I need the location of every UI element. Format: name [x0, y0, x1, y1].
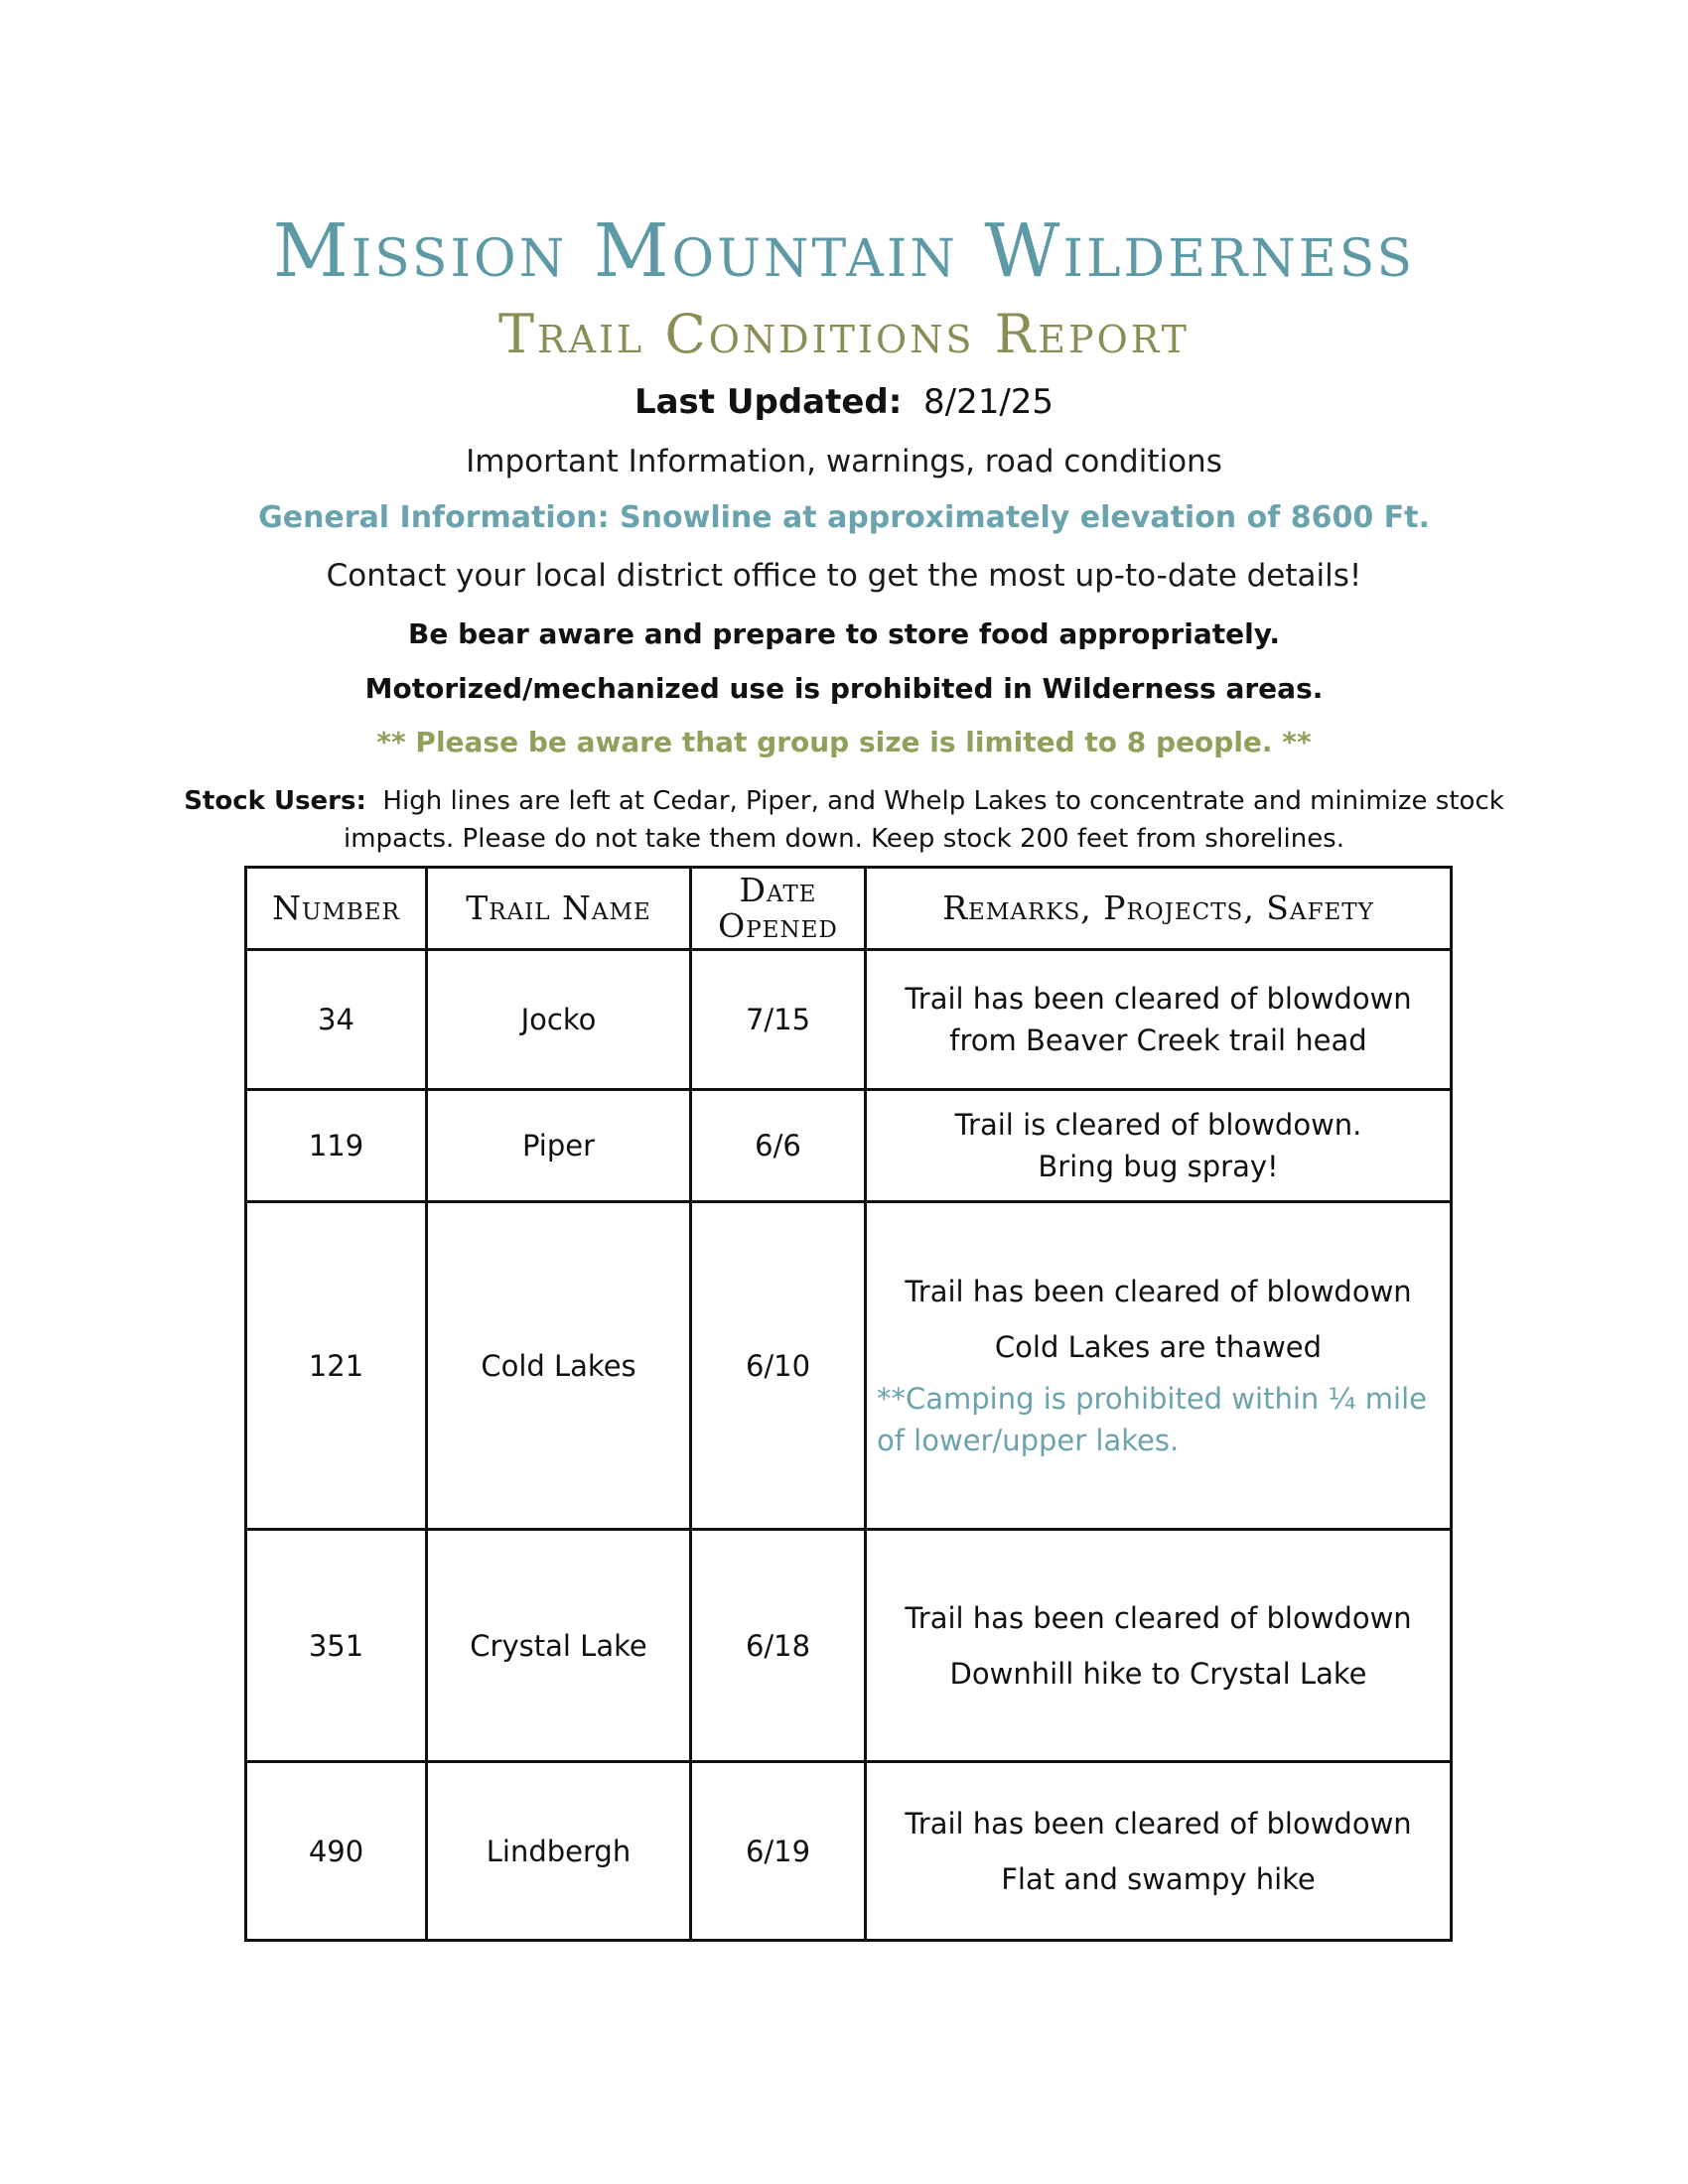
last-updated-label: Last Updated:	[633, 382, 903, 422]
trail-number: 351	[246, 1530, 427, 1762]
trail-name: Cold Lakes	[427, 1202, 691, 1530]
remark-line: Trail is cleared of blowdown.	[954, 1108, 1362, 1142]
trail-number: 34	[246, 950, 427, 1090]
group-size-notice: ** Please be aware that group size is limited to 8 people. **	[376, 726, 1312, 758]
trail-remarks	[866, 1090, 1452, 1202]
trail-name: Piper	[427, 1090, 691, 1202]
remark-line: Trail has been cleared of blowdown	[905, 1274, 1412, 1308]
stock-users-notice	[159, 782, 1529, 858]
motorized-notice: Motorized/mechanized use is prohibited in Wilderness areas.	[364, 672, 1324, 705]
trail-number: 119	[246, 1090, 427, 1202]
contact-notice: Contact your local district office to get the most up-to-date details!	[326, 558, 1362, 594]
trail-name: Crystal Lake	[427, 1530, 691, 1762]
remark-line: Trail has been cleared of blowdown	[905, 1806, 1412, 1841]
page-subtitle: Trail Conditions Report	[497, 303, 1191, 365]
table-row	[246, 1762, 1452, 1941]
remark-line: Cold Lakes are thawed	[994, 1329, 1323, 1364]
stock-users-label: Stock Users:	[184, 786, 366, 816]
table-row	[246, 1530, 1452, 1762]
header-date-line-2: Opened	[718, 906, 838, 945]
trail-number: 121	[246, 1202, 427, 1530]
header-date-line-1: Date	[739, 871, 817, 909]
trail-name: Lindbergh	[427, 1762, 691, 1941]
header-remarks: Remarks, Projects, Safety	[866, 868, 1452, 950]
last-updated-value: 8/21/25	[922, 382, 1055, 422]
trail-remarks	[866, 1202, 1452, 1530]
general-info: General Information: Snowline at approximately elevation of 8600 Ft.	[258, 500, 1430, 535]
trail-date-opened: 6/6	[691, 1090, 866, 1202]
trail-remarks	[866, 1762, 1452, 1941]
last-updated	[0, 382, 1688, 422]
camping-warning: **Camping is prohibited within ¼ mile of lower/upper lakes.	[877, 1381, 1428, 1457]
trail-date-opened: 6/18	[691, 1530, 866, 1762]
trail-date-opened: 7/15	[691, 950, 866, 1090]
remark-line: Bring bug spray!	[1038, 1150, 1279, 1183]
table-row	[246, 1090, 1452, 1202]
trail-conditions-table	[244, 866, 1453, 1942]
trail-name: Jocko	[427, 950, 691, 1090]
stock-users-text: High lines are left at Cedar, Piper, and Whelp Lakes to concentrate and minimize stock impacts. Please do not take them down. Keep stock 200 feet from shorelines.	[344, 786, 1504, 854]
header-date-opened	[691, 868, 866, 950]
table-header-row	[246, 868, 1452, 950]
trail-remarks	[866, 1530, 1452, 1762]
trail-date-opened: 6/19	[691, 1762, 866, 1941]
page-title: Mission Mountain Wilderness	[272, 208, 1416, 294]
bear-notice: Be bear aware and prepare to store food appropriately.	[407, 617, 1281, 650]
header-number: Number	[246, 868, 427, 950]
header-trail-name: Trail Name	[427, 868, 691, 950]
trail-number: 490	[246, 1762, 427, 1941]
trail-date-opened: 6/10	[691, 1202, 866, 1530]
important-info-heading: Important Information, warnings, road conditions	[466, 444, 1222, 479]
trail-remarks	[866, 950, 1452, 1090]
remark-line: Flat and swampy hike	[1001, 1861, 1316, 1896]
table-row	[246, 950, 1452, 1090]
remark-line: Downhill hike to Crystal Lake	[949, 1656, 1367, 1691]
remark-line: Trail has been cleared of blowdown	[905, 982, 1412, 1016]
remark-line: from Beaver Creek trail head	[949, 1024, 1367, 1057]
table-row	[246, 1202, 1452, 1530]
remark-line: Trail has been cleared of blowdown	[905, 1600, 1412, 1635]
